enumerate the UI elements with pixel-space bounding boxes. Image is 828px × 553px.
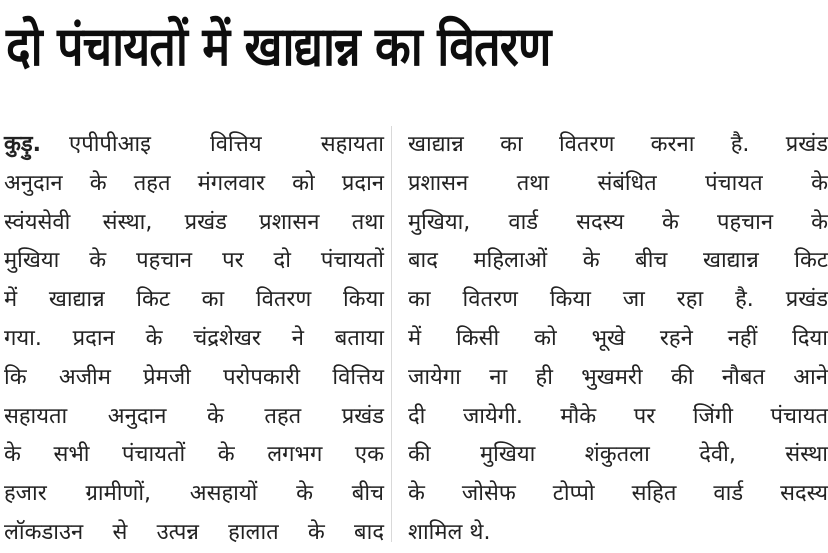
dateline: कुड़ु. [4, 132, 42, 157]
article-line: शामिल थे. [408, 519, 491, 545]
article-line: के जोसेफ टोप्पो सहित वार्ड सदस्य [408, 481, 828, 507]
article-line: मुखिया, वार्ड सदस्य के पहचान के [408, 209, 828, 235]
article-line: में किसी को भूखे रहने नहीं दिया [408, 325, 828, 351]
article-column-left [4, 126, 384, 553]
article-line: जायेगा ना ही भुखमरी की नौबत आने [408, 364, 828, 390]
article-line: के सभी पंचायतों के लगभग एक [4, 442, 384, 468]
column-divider [391, 126, 392, 542]
article-line: का वितरण किया जा रहा है. प्रखंड [408, 287, 828, 313]
article-line: हजार ग्रामीणों, असहायों के बीच [4, 481, 384, 507]
article-line: दी जायेगी. मौके पर जिंगी पंचायत [408, 403, 828, 429]
headline: दो पंचायतों में खाद्यान्न का वितरण [6, 15, 551, 78]
article-line: कि अजीम प्रेमजी परोपकारी वित्तिय [4, 364, 384, 390]
article-column-right [408, 126, 828, 553]
article-line: की मुखिया शंकुतला देवी, संस्था [408, 442, 828, 468]
article-line: प्रशासन तथा संबंधित पंचायत के [408, 170, 828, 196]
article-line: गया. प्रदान के चंद्रशेखर ने बताया [4, 325, 384, 351]
article-line: लॉकडाउन से उत्पन्न हालात के बाद [4, 519, 384, 545]
article-line: खाद्यान्न का वितरण करना है. प्रखंड [408, 132, 828, 157]
article-line: स्वंयसेवी संस्था, प्रखंड प्रशासन तथा [4, 209, 384, 235]
article-line: बाद महिलाओं के बीच खाद्यान्न किट [408, 248, 828, 274]
article-line: अनुदान के तहत मंगलवार को प्रदान [4, 170, 384, 196]
article-line: में खाद्यान्न किट का वितरण किया [4, 287, 384, 313]
article-line: सहायता अनुदान के तहत प्रखंड [4, 403, 384, 429]
article-line: कुड़ु. एपीपीआइ वित्तिय सहायता [4, 132, 384, 157]
article-line: मुखिया के पहचान पर दो पंचायतों [4, 248, 384, 274]
